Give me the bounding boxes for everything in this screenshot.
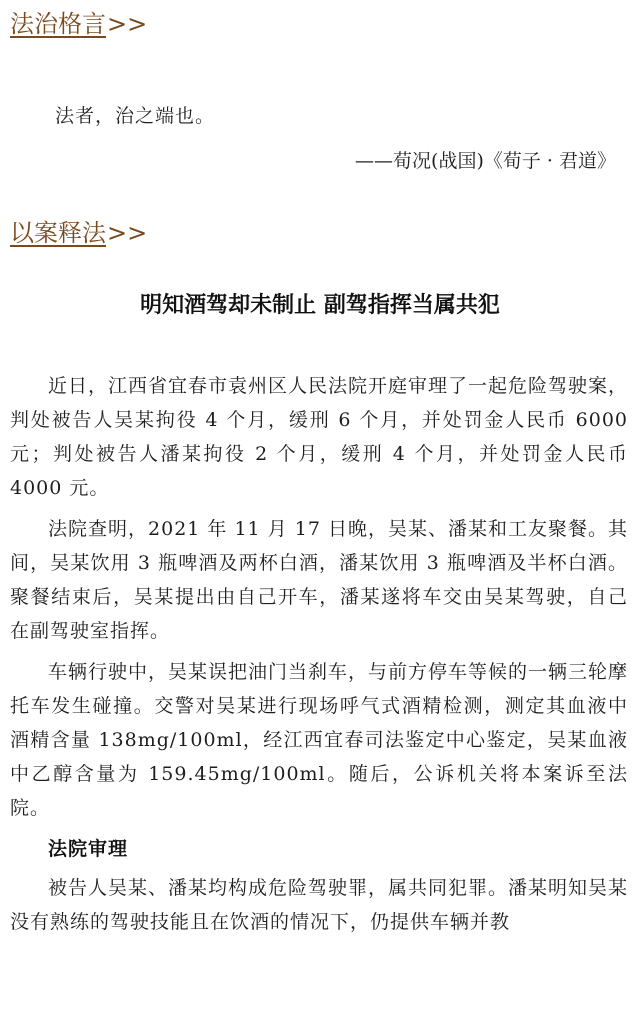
chevron-right-double-icon: >> [107,219,148,247]
section-heading-motto[interactable] [10,9,147,39]
quote-source: ——荀况(战国)《荀子 · 君道》 [355,150,616,172]
section-heading-case[interactable] [10,218,147,248]
article-paragraph: 车辆行驶中，吴某误把油门当刹车，与前方停车等候的一辆三轮摩托车发生碰撞。交警对吴某进行现场呼气式酒精检测，测定其血液中酒精含量 138mg/100ml，经江西宜春司法鉴定中心鉴定，吴某血液中乙醇含量为 159.45mg/100ml。随后，公诉机关将本案诉至法院。 [10,661,629,819]
article-body [10,369,628,946]
article-paragraph: 法院查明，2021 年 11 月 17 日晚，吴某、潘某和工友聚餐。其间，吴某饮用 3 瓶啤酒及两杯白酒，潘某饮用 3 瓶啤酒及半杯白酒。聚餐结束后，吴某提出由自己开车，潘某遂将车交由吴某驾驶，自己在副驾驶室指挥。 [10,518,628,642]
article-paragraph: 近日，江西省宜春市袁州区人民法院开庭审理了一起危险驾驶案，判处被告人吴某拘役 4 个月，缓刑 6 个月，并处罚金人民币 6000 元；判处被告人潘某拘役 2 个月，缓刑 4 个月，并处罚金人民币 4000 元。 [10,375,629,499]
article-subheading: 法院审理 [48,838,129,860]
quote-text: 法者，治之端也。 [55,105,216,127]
section-heading-motto-text: 法治格言 [10,10,106,38]
chevron-right-double-icon: >> [107,10,148,38]
section-heading-case-text: 以案释法 [10,219,106,247]
article-title: 明知酒驾却未制止 副驾指挥当属共犯 [140,292,500,318]
article-paragraph: 被告人吴某、潘某均构成危险驾驶罪，属共同犯罪。潘某明知吴某没有熟练的驾驶技能且在饮酒的情况下，仍提供车辆并教 [10,877,629,933]
